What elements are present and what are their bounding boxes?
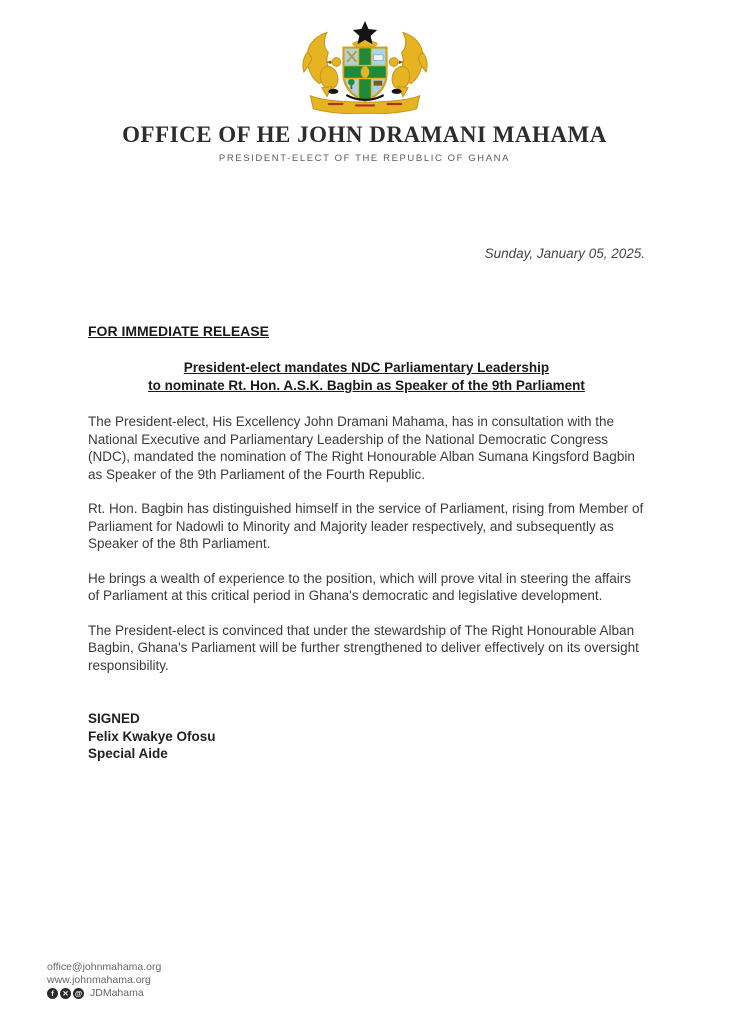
footer-website: www.johnmahama.org [47,973,151,986]
paragraph-1: The President-elect, His Excellency John Dramani Mahama, has in consultation with the National Executive and Parliamentary Leadership of the National Democratic Congress (NDC), mandated the nomination of The Right Honourable Alban Sumana Kingsford Bagbin as Speaker of the 9th Parliament of the Fourth Republic. [88,414,635,482]
facebook-icon: f [47,988,58,999]
footer-contact [47,961,161,1000]
letter-body [0,246,729,763]
social-row [47,987,161,1000]
headline-line-2: to nominate Rt. Hon. A.S.K. Bagbin as Speaker of the 9th Parliament [148,378,585,393]
letterhead [0,0,729,164]
office-title: OFFICE OF HE JOHN DRAMANI MAHAMA [122,122,607,147]
headline-line-1: President-elect mandates NDC Parliamentary Leadership [183,360,550,375]
paragraph-4: The President-elect is convinced that under the stewardship of The Right Honourable Alban Bagbin, Ghana's Parliament will be further strengthened to deliver effectively on its oversight responsibility. [88,622,639,673]
x-icon: ✕ [60,988,71,999]
footer-email: office@johnmahama.org [47,961,162,973]
signature-block [88,710,645,763]
signatory-name: Felix Kwakye Ofosu [88,728,216,744]
signatory-title: Special Aide [88,746,168,761]
social-handle: JDMahama [90,987,144,999]
office-subtitle: PRESIDENT-ELECT OF THE REPUBLIC OF GHANA [218,153,511,164]
threads-icon: @ [74,988,83,998]
paragraph-3: He brings a wealth of experience to the position, which will prove vital in steering the affairs of Parliament at this critical period in Ghana's democratic and legislative development. [88,570,632,603]
ghana-coat-of-arms-icon [286,20,444,119]
date-line: Sunday, January 05, 2025. [484,246,645,261]
release-label: FOR IMMEDIATE RELEASE [88,323,269,339]
signed-label: SIGNED [88,711,140,726]
paragraph-2: Rt. Hon. Bagbin has distinguished himself in the service of Parliament, rising from Member of Parliament for Nadowli to Minority and Majority leader respectively, and subsequently as Speaker of the 8th Parliament. [88,501,644,551]
headline [88,359,645,395]
